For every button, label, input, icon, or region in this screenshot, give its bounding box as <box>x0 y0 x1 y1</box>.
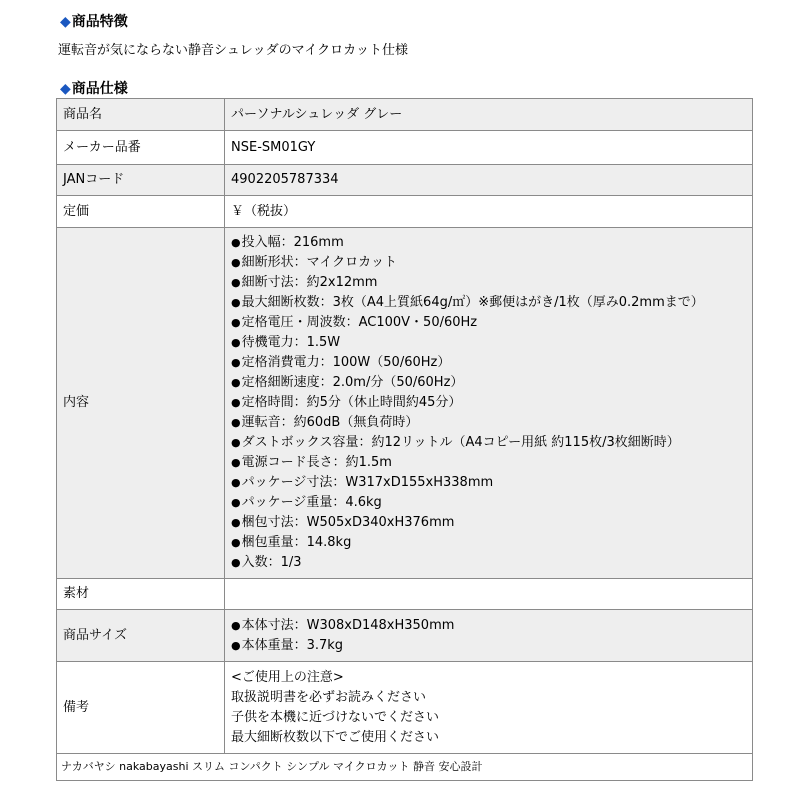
contents-item <box>231 473 746 493</box>
spec-table <box>56 98 753 781</box>
contents-item-text: パッケージ寸法：W317xD155xH338mm <box>241 475 494 490</box>
bullet-icon: ● <box>231 496 241 509</box>
contents-item <box>231 533 746 553</box>
diamond-icon: ◆ <box>60 81 71 97</box>
contents-item-text: 定格細断速度：2.0m/分（50/60Hz） <box>241 375 464 390</box>
value-contents <box>225 228 753 579</box>
contents-item <box>231 493 746 513</box>
contents-item <box>231 253 746 273</box>
specs-heading <box>60 80 128 98</box>
value-material <box>225 579 753 610</box>
contents-item-text: 最大細断枚数：3枚（A4上質紙64g/㎡）※郵便はがき/1枚（厚み0.2mmまで） <box>241 295 704 310</box>
bullet-icon: ● <box>231 256 241 269</box>
contents-item <box>231 293 746 313</box>
row-footer-keywords <box>57 754 753 781</box>
contents-item <box>231 333 746 353</box>
bullet-icon: ● <box>231 476 241 489</box>
contents-item-text: 待機電力：1.5W <box>241 335 341 350</box>
specs-title-text: 商品仕様 <box>71 81 128 97</box>
bullet-icon: ● <box>231 396 241 409</box>
value-maker-code: NSE-SM01GY <box>225 131 753 165</box>
contents-item <box>231 433 746 453</box>
row-notes <box>57 662 753 754</box>
contents-item <box>231 273 746 293</box>
diamond-icon: ◆ <box>60 14 71 30</box>
contents-item-text: 運転音：約60dB（無負荷時） <box>241 415 419 430</box>
row-contents <box>57 228 753 579</box>
contents-item-text: 投入幅：216mm <box>241 235 344 250</box>
notes-line: 子供を本機に近づけないでください <box>231 709 440 725</box>
label-notes: 備考 <box>57 662 225 754</box>
size-item <box>231 636 746 656</box>
contents-item-text: パッケージ重量：4.6kg <box>241 495 382 510</box>
label-size: 商品サイズ <box>57 610 225 662</box>
bullet-icon: ● <box>231 296 241 309</box>
label-contents: 内容 <box>57 228 225 579</box>
contents-item-text: ダストボックス容量：約12リットル（A4コピー用紙 約115枚/3枚細断時） <box>241 435 680 450</box>
bullet-icon: ● <box>231 376 241 389</box>
bullet-icon: ● <box>231 618 241 632</box>
contents-item <box>231 233 746 253</box>
contents-item <box>231 373 746 393</box>
contents-item-text: 梱包寸法：W505xD340xH376mm <box>241 515 455 530</box>
contents-item-text: 細断寸法：約2x12mm <box>241 275 378 290</box>
bullet-icon: ● <box>231 436 241 449</box>
contents-item-text: 電源コード長さ：約1.5m <box>241 455 392 470</box>
contents-item <box>231 453 746 473</box>
bullet-icon: ● <box>231 556 241 569</box>
row-maker-code <box>57 131 753 165</box>
contents-item-text: 入数：1/3 <box>241 555 302 570</box>
notes-line: <ご使用上の注意> <box>231 669 344 685</box>
label-product-name: 商品名 <box>57 99 225 131</box>
size-item-text: 本体寸法：W308xD148xH350mm <box>241 617 455 633</box>
label-price: 定価 <box>57 196 225 228</box>
bullet-icon: ● <box>231 638 241 652</box>
value-notes <box>225 662 753 754</box>
contents-item-text: 定格消費電力：100W（50/60Hz） <box>241 355 451 370</box>
features-description: 運転音が気にならない静音シュレッダのマイクロカット仕様 <box>58 43 408 58</box>
row-size <box>57 610 753 662</box>
label-maker-code: メーカー品番 <box>57 131 225 165</box>
contents-item-text: 定格電圧・周波数：AC100V・50/60Hz <box>241 315 478 330</box>
bullet-icon: ● <box>231 516 241 529</box>
features-heading <box>60 13 128 31</box>
features-title-text: 商品特徴 <box>71 14 128 30</box>
row-price <box>57 196 753 228</box>
contents-item <box>231 413 746 433</box>
contents-item-text: 梱包重量：14.8kg <box>241 535 352 550</box>
bullet-icon: ● <box>231 316 241 329</box>
size-item <box>231 616 746 636</box>
notes-line: 最大細断枚数以下でご使用ください <box>231 729 440 745</box>
value-jan: 4902205787334 <box>225 165 753 196</box>
contents-item <box>231 393 746 413</box>
bullet-icon: ● <box>231 536 241 549</box>
bullet-icon: ● <box>231 416 241 429</box>
contents-item <box>231 553 746 573</box>
bullet-icon: ● <box>231 456 241 469</box>
contents-item <box>231 353 746 373</box>
contents-item-text: 定格時間：約5分（休止時間約45分） <box>241 395 462 410</box>
contents-item <box>231 313 746 333</box>
size-item-text: 本体重量：3.7kg <box>241 637 344 653</box>
bullet-icon: ● <box>231 336 241 349</box>
contents-item <box>231 513 746 533</box>
footer-keywords: ナカバヤシ nakabayashi スリム コンパクト シンプル マイクロカット 静音 安心設計 <box>57 754 753 781</box>
contents-item-text: 細断形状：マイクロカット <box>241 255 397 270</box>
notes-line: 取扱説明書を必ずお読みください <box>231 689 427 705</box>
value-price: ￥（税抜） <box>225 196 753 228</box>
label-jan: JANコード <box>57 165 225 196</box>
label-material: 素材 <box>57 579 225 610</box>
bullet-icon: ● <box>231 356 241 369</box>
row-material <box>57 579 753 610</box>
row-product-name <box>57 99 753 131</box>
row-jan <box>57 165 753 196</box>
value-product-name: パーソナルシュレッダ グレー <box>225 99 753 131</box>
bullet-icon: ● <box>231 276 241 289</box>
bullet-icon: ● <box>231 236 241 249</box>
value-size <box>225 610 753 662</box>
